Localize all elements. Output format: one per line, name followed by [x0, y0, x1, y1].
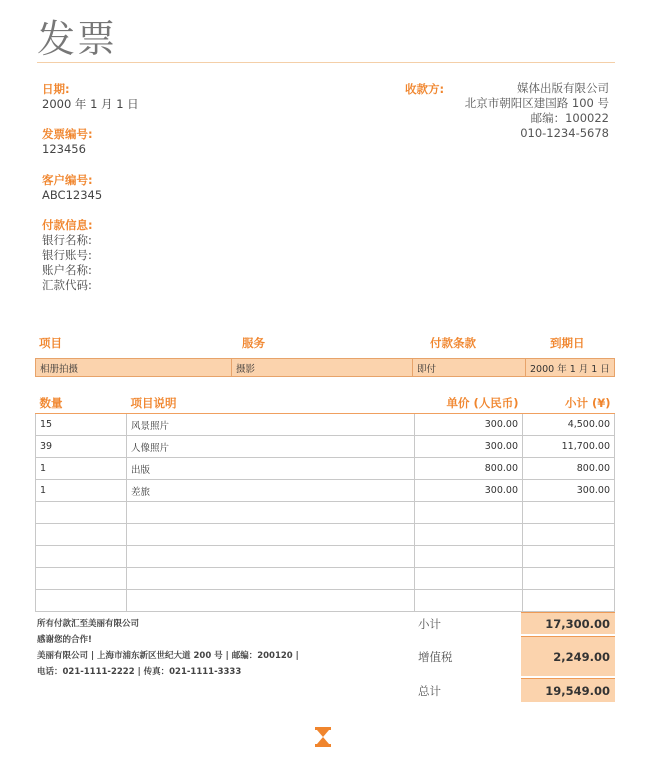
- payee-line: 邮编：100022: [530, 111, 609, 125]
- item-subtotal: [523, 546, 615, 568]
- total-label: 总计: [418, 684, 441, 698]
- tax-row: [405, 636, 615, 676]
- items-header-price: 单价 (人民币): [415, 393, 523, 414]
- table-row: [36, 436, 615, 458]
- payee-line: 媒体出版有限公司: [517, 81, 609, 95]
- item-unit-price: 300.00: [415, 414, 523, 436]
- item-description: [127, 502, 415, 524]
- hourglass-logo-icon: [314, 727, 332, 751]
- title-divider: [37, 62, 615, 63]
- tax-label: 增值税: [418, 650, 453, 664]
- payee-label: 收款方:: [405, 82, 445, 96]
- date-value: 2000 年 1 月 1 日: [42, 97, 139, 111]
- item-description: [127, 524, 415, 546]
- payee-address: [465, 81, 609, 141]
- service-header-cell: 服务: [242, 336, 265, 350]
- invoice-number-block: [42, 126, 93, 157]
- service-header-cell: 付款条款: [430, 336, 476, 350]
- item-subtotal: [523, 502, 615, 524]
- table-row: [36, 568, 615, 590]
- payment-info-line: 汇款代码:: [42, 278, 92, 292]
- table-row: [36, 414, 615, 436]
- item-description: [127, 590, 415, 612]
- subtotal-label: 小计: [418, 617, 441, 631]
- footer-line: 所有付款汇至美丽有限公司: [37, 619, 140, 629]
- item-description: 风景照片: [127, 414, 415, 436]
- service-header: [35, 330, 615, 356]
- item-qty: [36, 502, 127, 524]
- item-subtotal: 4,500.00: [523, 414, 615, 436]
- tax-value: 2,249.00: [521, 636, 615, 676]
- item-subtotal: 800.00: [523, 458, 615, 480]
- payment-info-line: 账户名称:: [42, 263, 92, 277]
- table-row: [36, 458, 615, 480]
- item-unit-price: 800.00: [415, 458, 523, 480]
- footer-info: [37, 616, 299, 680]
- payment-info-line: 银行账号:: [42, 248, 92, 262]
- total-row: [405, 678, 615, 702]
- item-unit-price: [415, 524, 523, 546]
- item-unit-price: [415, 502, 523, 524]
- item-description: 人像照片: [127, 436, 415, 458]
- item-subtotal: [523, 590, 615, 612]
- item-description: 出版: [127, 458, 415, 480]
- payment-info-block: [42, 217, 93, 293]
- item-qty: [36, 524, 127, 546]
- service-cell: 摄影: [232, 359, 413, 377]
- items-header-desc: 项目说明: [127, 393, 415, 414]
- item-subtotal: 11,700.00: [523, 436, 615, 458]
- item-qty: [36, 568, 127, 590]
- customer-number-value: ABC12345: [42, 188, 103, 202]
- item-subtotal: [523, 524, 615, 546]
- item-qty: [36, 546, 127, 568]
- payment-info-label: 付款信息:: [42, 218, 93, 232]
- invoice-number-value: 123456: [42, 142, 86, 156]
- items-table: [35, 393, 615, 612]
- date-label: 日期:: [42, 82, 70, 96]
- payee-line: 北京市朝阳区建国路 100 号: [464, 96, 609, 110]
- item-subtotal: [523, 568, 615, 590]
- item-unit-price: [415, 568, 523, 590]
- footer-line: 美丽有限公司 | 上海市浦东新区世纪大道 200 号 | 邮编：200120 |: [37, 651, 299, 661]
- invoice-number-label: 发票编号:: [42, 127, 93, 141]
- items-header-qty: 数量: [36, 393, 127, 414]
- table-row: [36, 502, 615, 524]
- item-description: [127, 546, 415, 568]
- table-row: [36, 590, 615, 612]
- item-qty: 1: [36, 480, 127, 502]
- item-unit-price: [415, 590, 523, 612]
- table-row: [36, 546, 615, 568]
- item-qty: [36, 590, 127, 612]
- invoice-title: 发票: [37, 17, 118, 61]
- table-row: [36, 524, 615, 546]
- item-description: [127, 568, 415, 590]
- total-value: 19,549.00: [521, 678, 615, 702]
- payee-line: 010-1234-5678: [520, 126, 609, 140]
- item-qty: 39: [36, 436, 127, 458]
- service-header-cell: 项目: [39, 336, 62, 350]
- customer-number-label: 客户编号:: [42, 173, 93, 187]
- customer-number-block: [42, 172, 102, 203]
- subtotal-value: 17,300.00: [521, 612, 615, 634]
- service-cell: 即付: [413, 359, 526, 377]
- item-qty: 1: [36, 458, 127, 480]
- service-cell: 相册拍摄: [36, 359, 232, 377]
- date-block: [42, 81, 139, 112]
- footer-line: 电话：021-1111-2222 | 传真：021-1111-3333: [37, 667, 242, 677]
- service-header-cell: 到期日: [550, 336, 585, 350]
- service-cell: 2000 年 1 月 1 日: [526, 359, 615, 377]
- subtotal-row: [405, 612, 615, 634]
- item-unit-price: 300.00: [415, 436, 523, 458]
- footer-line: 感谢您的合作!: [37, 635, 92, 645]
- table-row: [36, 480, 615, 502]
- item-qty: 15: [36, 414, 127, 436]
- item-description: 差旅: [127, 480, 415, 502]
- service-row: [35, 358, 615, 377]
- item-subtotal: 300.00: [523, 480, 615, 502]
- item-unit-price: 300.00: [415, 480, 523, 502]
- item-unit-price: [415, 546, 523, 568]
- payment-info-line: 银行名称:: [42, 233, 92, 247]
- items-header-subtotal: 小计 (¥): [523, 393, 615, 414]
